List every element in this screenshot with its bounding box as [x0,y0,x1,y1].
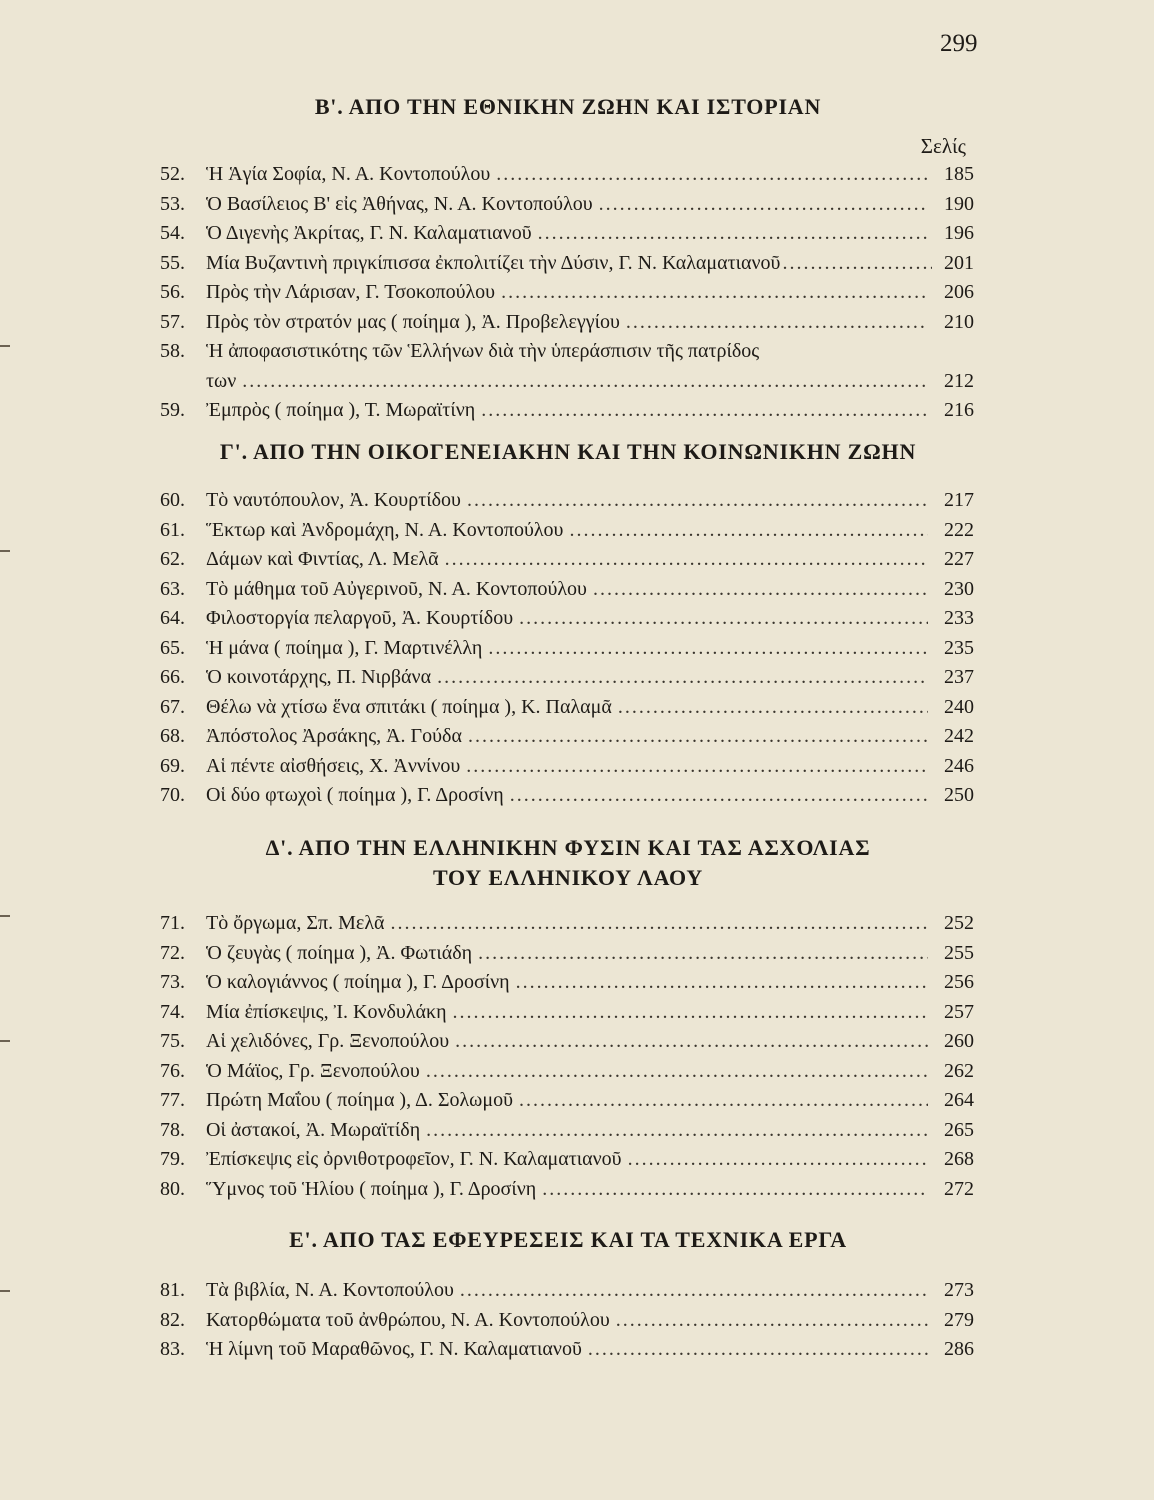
entry-number: 57. [160,310,185,333]
leader-dots [496,160,928,190]
toc-entry [160,337,976,396]
entry-number: 68. [160,725,185,747]
entry-page: 257 [944,1000,974,1023]
entry-page: 273 [944,1279,974,1301]
entry-page: 217 [944,489,974,511]
leader-dots [569,516,928,546]
entry-list [160,160,976,426]
entry-number: 69. [160,754,185,777]
entry-number: 79. [160,1148,185,1170]
entry-number: 78. [160,1118,185,1141]
entry-title: Ἐπίσκεψις εἰς ὀρνιθοτροφεῖον, Γ. Ν. Καλαματιανοῦ [206,1148,622,1170]
toc-entry [160,1276,976,1306]
entry-page: 260 [944,1030,974,1052]
entry-number: 63. [160,577,185,600]
entry-number: 80. [160,1177,185,1200]
entry-title: Ἀπόστολος Ἀρσάκης, Ἀ. Γούδα [206,725,462,747]
entry-page: 230 [944,577,974,600]
entry-page: 235 [944,636,974,659]
entry-page: 265 [944,1118,974,1141]
entry-number: 81. [160,1279,185,1301]
entry-number: 56. [160,281,185,303]
entry-page: 196 [944,222,974,244]
toc-entry [160,781,976,811]
entry-number: 83. [160,1338,185,1360]
entry-title: Μία Βυζαντινὴ πριγκίπισσα ἐκπολιτίζει τὴν Δύσιν, Γ. Ν. Καλαματιανοῦ [206,251,781,274]
entry-list [160,1276,976,1365]
section-title [160,92,976,122]
section-title [160,833,976,893]
entry-page: 206 [944,281,974,303]
entry-title: Φιλοστοργία πελαργοῦ, Ἀ. Κουρτίδου [206,607,514,629]
toc-entry [160,909,976,939]
toc-entry [160,1027,976,1057]
toc-entry [160,249,976,279]
leader-dots [437,663,928,693]
entry-title: Ἡ λίμνη τοῦ Μαραθῶνος, Γ. Ν. Καλαματιανοῦ [206,1338,582,1360]
entry-number: 70. [160,784,185,806]
entry-page: 201 [944,251,974,274]
page-number: 299 [940,30,978,57]
leader-dots [628,1145,928,1175]
entry-list [160,486,976,811]
entry-number: 74. [160,1000,185,1023]
entry-title: Ἡ ἀποφασιστικότης τῶν Ἑλλήνων διὰ τὴν ὑπεράσπισιν τῆς πατρίδος [206,340,760,362]
entry-page: 250 [944,784,974,806]
entry-title: Τὸ μάθημα τοῦ Αὐγερινοῦ, Ν. Α. Κοντοπούλου [206,577,587,600]
toc-entry [160,752,976,782]
entry-title: Πρώτη Μαΐου ( ποίημα ), Δ. Σολωμοῦ [206,1089,513,1111]
entry-page: 237 [944,666,974,688]
entry-page: 233 [944,607,974,629]
section-title [160,1225,976,1255]
leader-dots [391,909,929,939]
section-b [160,92,976,426]
entry-page: 185 [944,163,974,185]
entry-title-continued: των [206,369,237,392]
toc-entry [160,516,976,546]
entry-number: 62. [160,548,185,570]
leader-dots [599,190,928,220]
leader-dots [519,604,928,634]
entry-title: Ἕκτωρ καὶ Ἀνδρομάχη, Ν. Α. Κοντοπούλου [206,518,564,541]
toc-entry [160,575,976,605]
section-title-line: Γ'. ΑΠΟ ΤΗΝ ΟΙΚΟΓΕΝΕΙΑΚΗΝ ΚΑΙ ΤΗΝ ΚΟΙΝΩΝΙΚΗΝ ΖΩΗΝ [219,439,917,464]
scan-edge-mark [0,1290,10,1292]
section-e [160,1225,976,1365]
entry-title: Οἱ ἀστακοί, Ἀ. Μωραϊτίδη [206,1118,421,1141]
leader-dots [453,998,928,1028]
entry-number: 58. [160,340,185,362]
entry-title: Ἡ Ἁγία Σοφία, Ν. Α. Κοντοπούλου [206,163,491,185]
toc-entry [160,998,976,1028]
toc-entry [160,1335,976,1365]
entry-title: Οἱ δύο φτωχοὶ ( ποίημα ), Γ. Δροσίνη [206,784,504,806]
leader-dots [501,278,928,308]
entry-page: 268 [944,1148,974,1170]
entry-title: Ὁ καλογιάννος ( ποίημα ), Γ. Δροσίνη [206,971,510,993]
entry-page: 222 [944,518,974,541]
entry-number: 61. [160,518,185,541]
entry-title: Αἱ πέντε αἰσθήσεις, Χ. Ἀννίνου [206,754,461,777]
entry-number: 65. [160,636,185,659]
toc-entry [160,396,976,426]
leader-dots [468,722,928,752]
entry-number: 67. [160,695,185,718]
toc-entry [160,486,976,516]
leader-dots [542,1175,928,1205]
entry-number: 77. [160,1089,185,1111]
entry-page: 227 [944,548,974,570]
entry-title: Ὁ Βασίλειος Β' εἰς Ἀθήνας, Ν. Α. Κοντοπούλου [206,192,593,215]
toc-entry [160,939,976,969]
entry-number: 64. [160,607,185,629]
leader-dots [242,367,928,397]
entry-page: 252 [944,912,974,934]
section-title-line: Δ'. ΑΠΟ ΤΗΝ ΕΛΛΗΝΙΚΗΝ ΦΥΣΙΝ ΚΑΙ ΤΑΣ ΑΣΧΟΛΙΑΣ [265,835,871,860]
entry-title: Ὁ ζευγὰς ( ποίημα ), Ἀ. Φωτιάδη [206,941,473,964]
entry-title: Τὸ ναυτόπουλον, Ἀ. Κουρτίδου [206,489,461,511]
leader-dots [588,1335,928,1365]
toc-entry [160,604,976,634]
section-d [160,833,976,1204]
leader-dots [782,249,932,279]
leader-dots [488,634,928,664]
entry-number: 53. [160,192,185,215]
section-title-line: Β'. ΑΠΟ ΤΗΝ ΕΘΝΙΚΗΝ ΖΩΗΝ ΚΑΙ ΙΣΤΟΡΙΑΝ [314,94,822,119]
scan-edge-mark [0,1040,10,1042]
toc-entry [160,1306,976,1336]
entry-title: Δάμων καὶ Φιντίας, Λ. Μελᾶ [206,548,439,570]
toc-entry [160,634,976,664]
toc-entry [160,545,976,575]
entry-title: Κατορθώματα τοῦ ἀνθρώπου, Ν. Α. Κοντοπούλου [206,1308,610,1331]
section-title [160,437,976,467]
toc-entry [160,1145,976,1175]
leader-dots [593,575,928,605]
scan-edge-mark [0,550,10,552]
entry-page: 190 [944,192,974,215]
entry-page: 240 [944,695,974,718]
entry-title: Ὁ κοινοτάρχης, Π. Νιρβάνα [206,666,432,688]
leader-dots [481,396,928,426]
entry-number: 60. [160,489,185,511]
entry-title: Αἱ χελιδόνες, Γρ. Ξενοπούλου [206,1030,450,1052]
leader-dots [519,1086,928,1116]
entry-number: 73. [160,971,185,993]
leader-dots [426,1116,928,1146]
entry-number: 71. [160,912,185,934]
leader-dots [516,968,928,998]
entry-page: 256 [944,971,974,993]
entry-number: 66. [160,666,185,688]
scan-edge-mark [0,345,10,347]
toc-entry [160,722,976,752]
toc-entry [160,160,976,190]
page-column-label: Σελίς [920,134,966,158]
entry-page: 286 [944,1338,974,1360]
entry-page: 246 [944,754,974,777]
section-c [160,437,976,811]
entry-number: 82. [160,1308,185,1331]
entry-title: Ἡ μάνα ( ποίημα ), Γ. Μαρτινέλλη [206,636,483,659]
entry-page: 210 [944,310,974,333]
toc-entry [160,278,976,308]
entry-number: 76. [160,1059,185,1082]
scan-edge-mark [0,915,10,917]
leader-dots [466,752,928,782]
entry-title: Πρὸς τὸν στρατόν μας ( ποίημα ), Ἀ. Προβελεγγίου [206,310,620,333]
entry-page: 262 [944,1059,974,1082]
leader-dots [445,545,928,575]
entry-number: 54. [160,222,185,244]
toc-entry [160,219,976,249]
entry-page: 279 [944,1308,974,1331]
toc-entry [160,968,976,998]
entry-number: 52. [160,163,185,185]
entry-title: Μία ἐπίσκεψις, Ἰ. Κονδυλάκη [206,1000,447,1023]
toc-entry [160,190,976,220]
toc-entry [160,693,976,723]
entry-title: Τὸ ὄργωμα, Σπ. Μελᾶ [206,912,385,934]
toc-entry [160,1057,976,1087]
entry-title: Τὰ βιβλία, Ν. Α. Κοντοπούλου [206,1279,454,1301]
leader-dots [426,1057,928,1087]
section-title-line: ΤΟΥ ΕΛΛΗΝΙΚΟΥ ΛΑΟΥ [432,865,704,890]
leader-dots [467,486,928,516]
entry-number: 59. [160,399,185,421]
toc-entry [160,1116,976,1146]
toc-entry [160,663,976,693]
entry-title: Ὁ Διγενὴς Ἀκρίτας, Γ. Ν. Καλαματιανοῦ [206,222,532,244]
toc-entry [160,1175,976,1205]
entry-title: Ἐμπρὸς ( ποίημα ), Τ. Μωραϊτίνη [206,399,476,421]
leader-dots [626,308,928,338]
entry-page: 216 [944,399,974,421]
section-title-line: Ε'. ΑΠΟ ΤΑΣ ΕΦΕΥΡΕΣΕΙΣ ΚΑΙ ΤΑ ΤΕΧΝΙΚΑ ΕΡΓΑ [289,1227,847,1252]
entry-title: Ὕμνος τοῦ Ἡλίου ( ποίημα ), Γ. Δροσίνη [206,1177,537,1200]
entry-title: Πρὸς τὴν Λάρισαν, Γ. Τσοκοπούλου [206,281,496,303]
entry-page: 264 [944,1089,974,1111]
entry-number: 72. [160,941,185,964]
toc-entry [160,308,976,338]
toc-entry [160,1086,976,1116]
leader-dots [618,693,928,723]
entry-number: 75. [160,1030,185,1052]
leader-dots [460,1276,928,1306]
entry-title: Ὁ Μάϊος, Γρ. Ξενοπούλου [206,1059,420,1082]
leader-dots [455,1027,928,1057]
entry-list [160,909,976,1204]
leader-dots [510,781,928,811]
entry-page: 212 [944,369,974,392]
leader-dots [616,1306,928,1336]
entry-number: 55. [160,251,185,274]
entry-page: 255 [944,941,974,964]
entry-page: 272 [944,1177,974,1200]
entry-title: Θέλω νὰ χτίσω ἕνα σπιτάκι ( ποίημα ), Κ. Παλαμᾶ [206,695,612,718]
leader-dots [538,219,928,249]
entry-page: 242 [944,725,974,747]
leader-dots [478,939,928,969]
